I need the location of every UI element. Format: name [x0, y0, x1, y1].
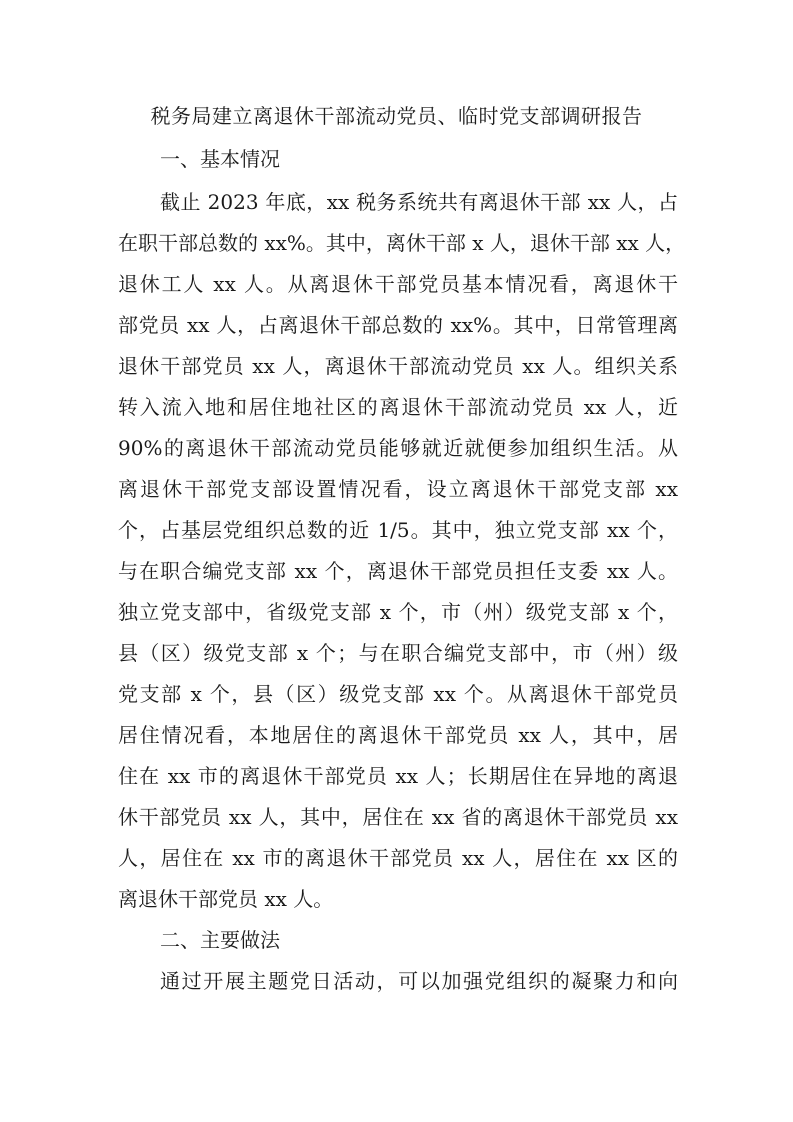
- section-heading-main-practices: 二、主要做法: [160, 928, 280, 952]
- paragraph-line: 个，占基层党组织总数的近 1/5。其中，独立党支部 xx 个，: [118, 518, 678, 542]
- paragraph-line: 在职干部总数的 xx%。其中，离休干部 x 人，退休干部 xx 人，: [118, 231, 686, 255]
- paragraph-line: 转入流入地和居住地社区的离退休干部流动党员 xx 人，近: [118, 395, 678, 419]
- paragraph-line: 人，居住在 xx 市的离退休干部党员 xx 人，居住在 xx 区的: [118, 846, 678, 870]
- paragraph-line: 与在职合编党支部 xx 个，离退休干部党员担任支委 xx 人。: [118, 559, 678, 583]
- paragraph-line: 退休工人 xx 人。从离退休干部党员基本情况看，离退休干: [118, 272, 678, 296]
- document-title: 税务局建立离退休干部流动党员、临时党支部调研报告: [150, 104, 643, 128]
- paragraph-line: 居住情况看，本地居住的离退休干部党员 xx 人，其中，居: [118, 723, 678, 747]
- paragraph-line: 部党员 xx 人，占离退休干部总数的 xx%。其中，日常管理离: [118, 313, 678, 337]
- paragraph-line: 县（区）级党支部 x 个；与在职合编党支部中，市（州）级: [118, 641, 678, 665]
- section-heading-basic-situation: 一、基本情况: [160, 147, 280, 171]
- paragraph-line: 截止 2023 年底，xx 税务系统共有离退休干部 xx 人，占: [160, 190, 678, 214]
- paragraph-line: 休干部党员 xx 人，其中，居住在 xx 省的离退休干部党员 xx: [118, 805, 678, 829]
- paragraph-line: 退休干部党员 xx 人，离退休干部流动党员 xx 人。组织关系: [118, 354, 678, 378]
- paragraph-line: 离退休干部党支部设置情况看，设立离退休干部党支部 xx: [118, 477, 678, 501]
- paragraph-line: 离退休干部党员 xx 人。: [118, 887, 334, 911]
- paragraph-line: 独立党支部中，省级党支部 x 个，市（州）级党支部 x 个，: [118, 600, 678, 624]
- paragraph-line: 通过开展主题党日活动，可以加强党组织的凝聚力和向: [160, 969, 678, 993]
- paragraph-line: 90%的离退休干部流动党员能够就近就便参加组织生活。从: [118, 436, 678, 460]
- paragraph-line: 党支部 x 个，县（区）级党支部 xx 个。从离退休干部党员: [118, 682, 678, 706]
- paragraph-line: 住在 xx 市的离退休干部党员 xx 人；长期居住在异地的离退: [118, 764, 678, 788]
